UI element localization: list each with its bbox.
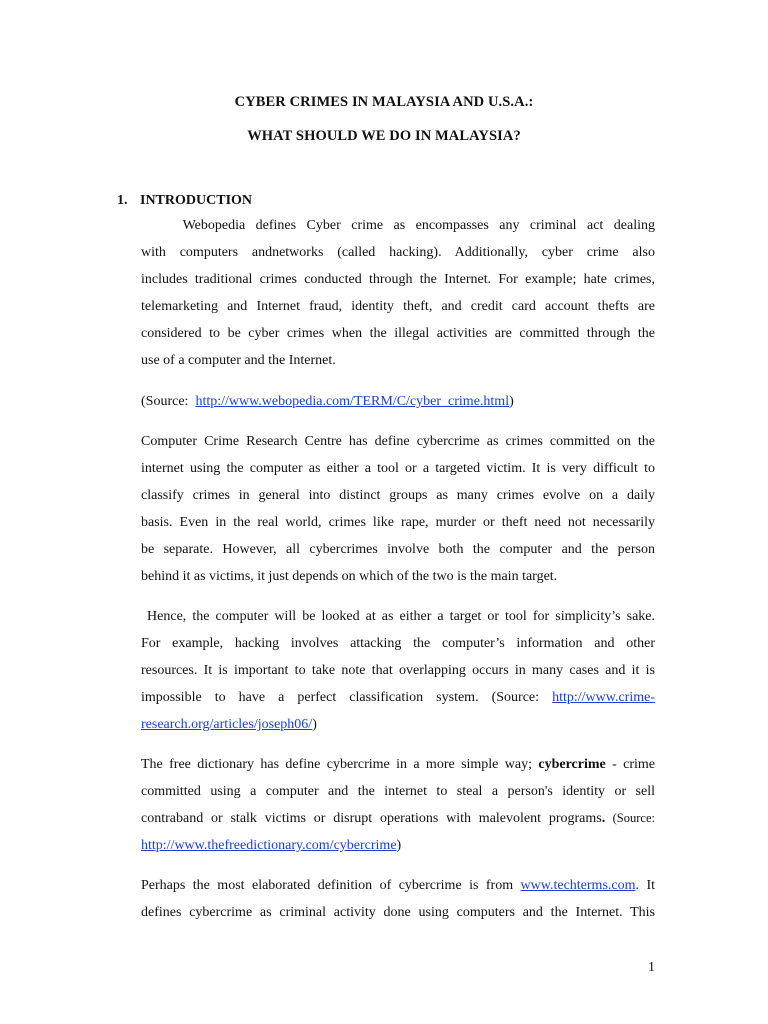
text-line: behind it as victims, it just depends on which of the two is the main target.	[141, 569, 558, 584]
text-line: basis. Even in the real world, crimes like rape, murder or theft need not necessarily	[141, 515, 655, 530]
document-title-line-2: WHAT SHOULD WE DO IN MALAYSIA?	[247, 128, 521, 144]
text-line: telemarketing and Internet fraud, identity theft, and credit card account thefts are	[141, 299, 655, 314]
paragraph-ccrc	[141, 428, 655, 590]
text-line: classify crimes in general into distinct groups as many crimes evolve on a daily	[141, 488, 655, 503]
text-line: be separate. However, all cybercrimes involve both the computer and the person	[141, 542, 655, 557]
webopedia-link[interactable]: http://www.webopedia.com/TERM/C/cyber_crime.html	[195, 394, 510, 409]
line-text: Perhaps the most elaborated definition of cybercrime is from	[141, 878, 521, 893]
text-line	[141, 832, 655, 859]
text-line: Webopedia defines Cyber crime as encompasses any criminal act dealing	[141, 218, 655, 233]
text-line: considered to be cyber crimes when the illegal activities are committed through the	[141, 326, 655, 341]
line-text: impossible to have a perfect classification system. (Source:	[141, 690, 553, 705]
freedictionary-link[interactable]: http://www.thefreedictionary.com/cybercrime	[141, 838, 397, 853]
text-line: includes traditional crimes conducted through the Internet. For example; hate crimes,	[141, 272, 655, 287]
line-text: The free dictionary has define cybercrime in a more simple way;	[141, 757, 539, 772]
text-line: Hence, the computer will be looked at as either a target or tool for simplicity’s sake.	[141, 609, 655, 624]
crime-research-link-part-2[interactable]: research.org/articles/joseph06/	[141, 717, 313, 732]
crime-research-link-part-1[interactable]: http://www.crime-	[552, 690, 655, 705]
text-line: use of a computer and the Internet.	[141, 353, 336, 368]
techterms-link[interactable]: www.techterms.com	[520, 878, 636, 893]
text-line	[141, 805, 655, 832]
text-line	[141, 751, 655, 778]
line-text: . It	[635, 878, 655, 893]
source-suffix: )	[312, 717, 317, 732]
term-cybercrime: cybercrime	[538, 757, 606, 772]
text-line: resources. It is important to take note that overlapping occurs in many cases and it is	[141, 663, 655, 678]
text-line	[141, 684, 655, 711]
paragraph-free-dictionary	[141, 751, 655, 859]
source-prefix: (Source:	[605, 811, 655, 825]
line-text: contraband or stalk victims or disrupt operations with malevolent programs	[141, 811, 602, 826]
section-number: 1.	[117, 193, 128, 208]
text-line: committed using a computer and the internet to steal a person's identity or sell	[141, 784, 655, 799]
paragraph-techterms	[141, 872, 655, 926]
section-heading	[117, 193, 252, 209]
source-prefix: (Source:	[141, 394, 196, 409]
text-line: internet using the computer as either a tool or a targeted victim. It is very difficult to	[141, 461, 655, 476]
section-title: INTRODUCTION	[140, 193, 253, 208]
text-line	[141, 711, 655, 738]
text-line: defines cybercrime as criminal activity done using computers and the Internet. This	[141, 905, 655, 920]
text-line	[141, 872, 655, 899]
source-suffix: )	[509, 394, 514, 409]
text-line: Computer Crime Research Centre has define cybercrime as crimes committed on the	[141, 434, 655, 449]
text-line: with computers andnetworks (called hacking). Additionally, cyber crime also	[141, 245, 655, 260]
source-suffix: )	[396, 838, 402, 853]
paragraph-hence	[141, 603, 655, 738]
paragraph-source-webopedia	[141, 388, 655, 415]
text-line	[141, 388, 655, 415]
text-line: For example, hacking involves attacking the computer’s information and other	[141, 636, 655, 651]
paragraph-webopedia	[141, 212, 655, 374]
document-title-line-1: CYBER CRIMES IN MALAYSIA AND U.S.A.:	[234, 94, 534, 110]
line-text: - crime	[605, 757, 656, 772]
page-number: 1	[648, 960, 655, 975]
period: .	[601, 811, 606, 826]
